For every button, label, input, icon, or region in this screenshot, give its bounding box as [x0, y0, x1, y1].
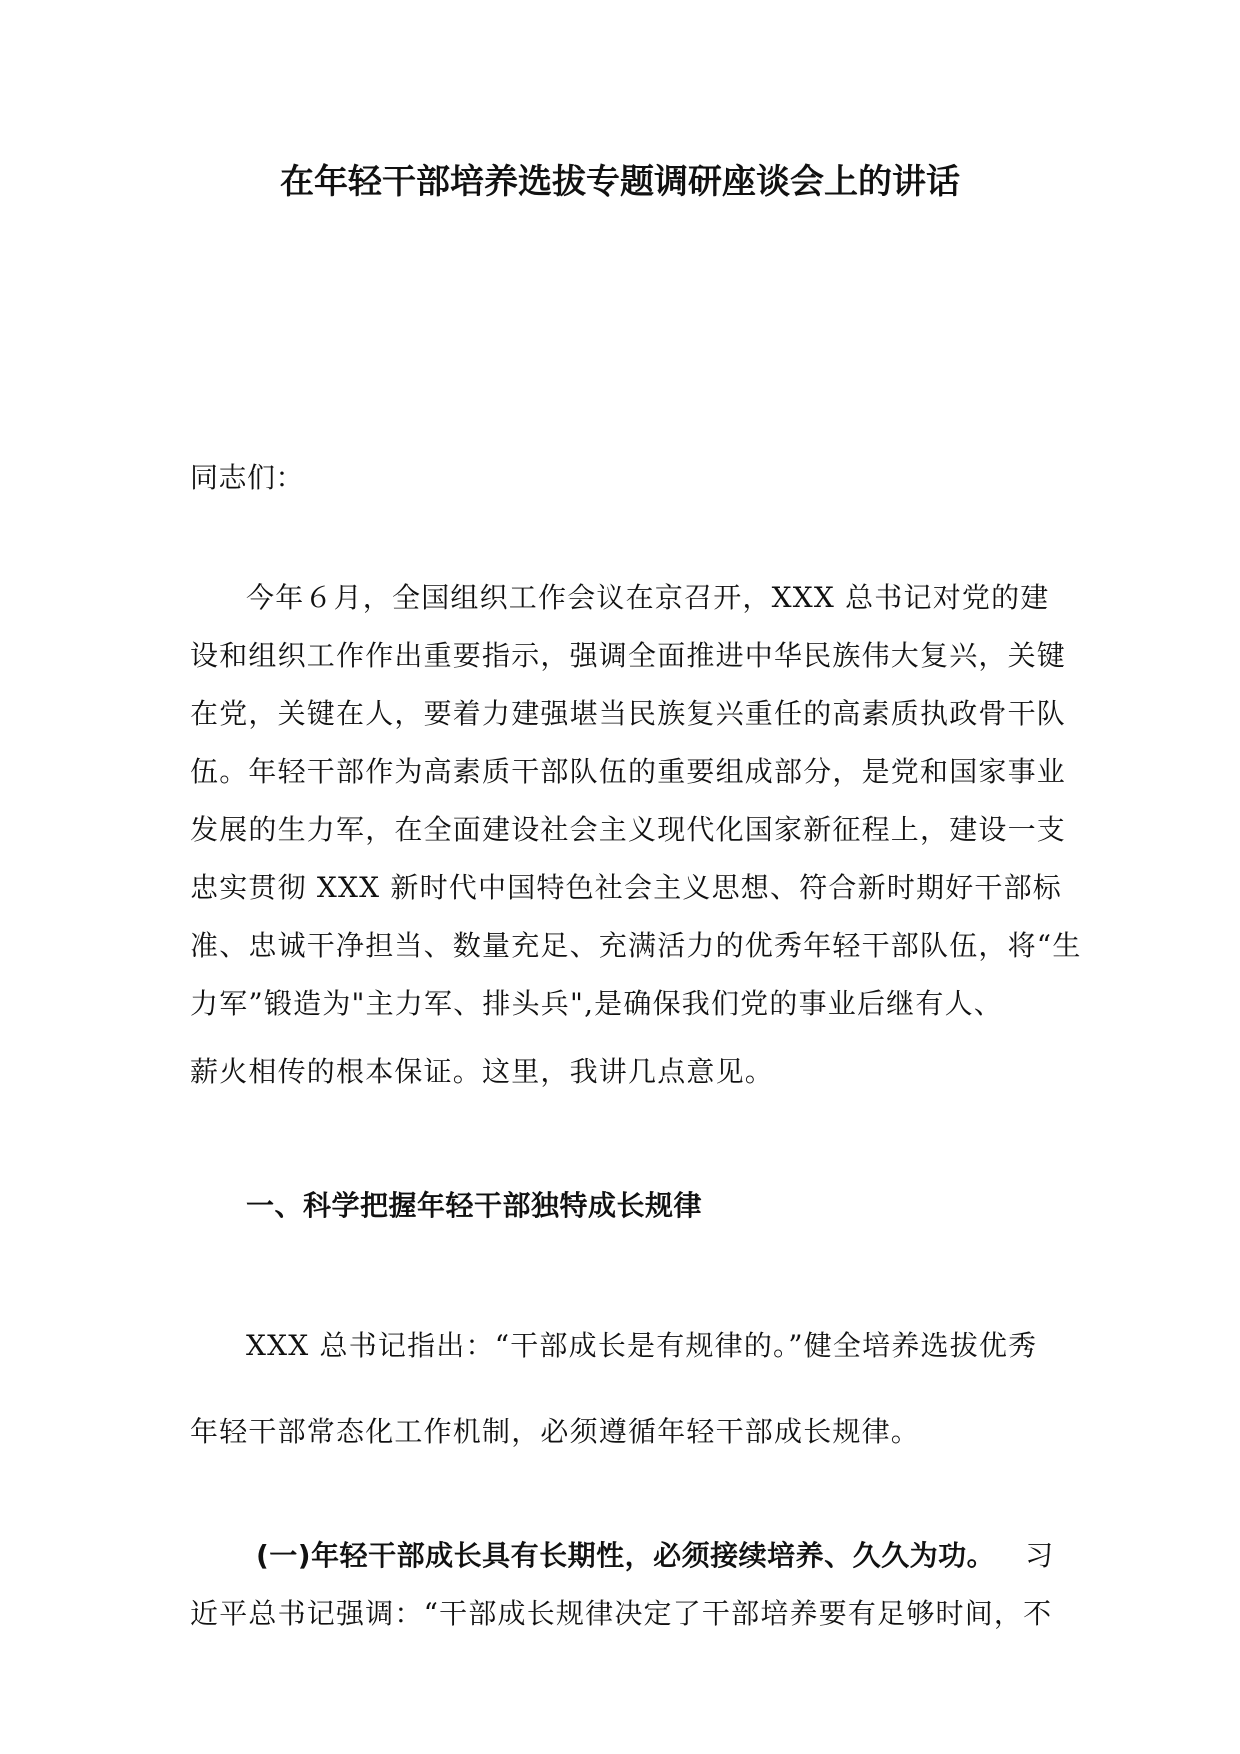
paragraph-line: 伍。年轻干部作为高素质干部队伍的重要组成部分，是党和国家事业 — [190, 755, 1067, 788]
subsection-body-start: 习 — [1025, 1539, 1055, 1572]
paragraph-line: 在党，关键在人，要着力建强堪当民族复兴重任的高素质执政骨干队 — [190, 697, 1067, 730]
paragraph-line: 今年６月，全国组织工作会议在京召开，XXX 总书记对党的建 — [246, 581, 1050, 614]
paragraph-line: 设和组织工作作出重要指示，强调全面推进中华民族伟大复兴，关键 — [190, 639, 1067, 672]
salutation: 同志们： — [190, 461, 305, 494]
paragraph-line: 发展的生力军，在全面建设社会主义现代化国家新征程上，建设一支 — [190, 813, 1067, 846]
paragraph-line: 薪火相传的根本保证。这里，我讲几点意见。 — [190, 1055, 775, 1088]
paragraph-line: XXX 总书记指出：“干部成长是有规律的。”健全培养选拔优秀 — [246, 1329, 1038, 1362]
section-heading: 一、科学把握年轻干部独特成长规律 — [246, 1189, 703, 1222]
paragraph-line: 力军”锻造为"主力军、排头兵",是确保我们党的事业后继有人、 — [190, 987, 1003, 1020]
subsection-heading: (一)年轻干部成长具有长期性，必须接续培养、久久为功。 — [256, 1539, 996, 1572]
paragraph-line: 近平总书记强调：“干部成长规律决定了干部培养要有足够时间，不 — [190, 1597, 1053, 1630]
paragraph-line: 年轻干部常态化工作机制，必须遵循年轻干部成长规律。 — [190, 1415, 921, 1448]
document-title: 在年轻干部培养选拔专题调研座谈会上的讲话 — [280, 162, 960, 202]
paragraph-line: 忠实贯彻 XXX 新时代中国特色社会主义思想、符合新时期好干部标 — [190, 871, 1063, 904]
paragraph-line: 准、忠诚干净担当、数量充足、充满活力的优秀年轻干部队伍，将“生 — [190, 929, 1082, 962]
subsection-heading-line — [256, 1536, 1054, 1576]
